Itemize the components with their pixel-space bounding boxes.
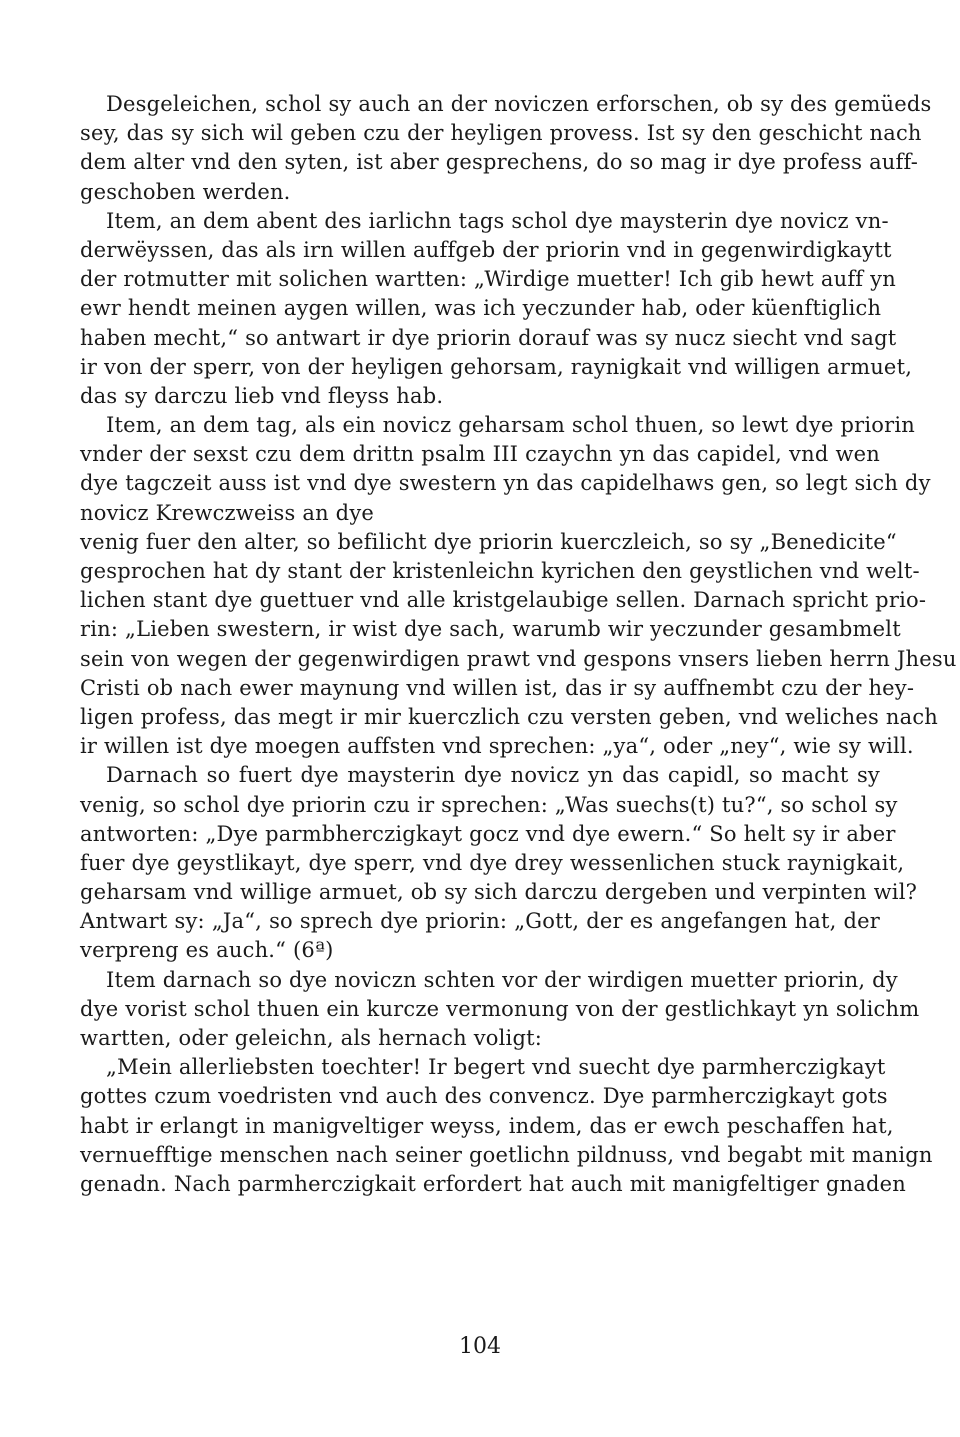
text-line: wartten, oder geleichn, als hernach voligt: [80, 1026, 543, 1050]
text-line: Desgeleichen, schol sy auch an der noviczen erforschen, ob sy des gemüeds [106, 92, 932, 116]
page-body [80, 90, 957, 1199]
text-line: dye vorist schol thuen ein kurcze vermonung von der gestlichkayt yn solichm [80, 996, 920, 1021]
text-line: fuer dye geystlikayt, dye sperr, vnd dye drey wessenlichen stuck raynigkait, [80, 850, 905, 875]
text-line: Antwart sy: „Ja“, so sprech dye priorin: „Gott, der es angefangen hat, der [80, 909, 880, 934]
text-line: dem alter vnd den syten, ist aber gesprechens, do so mag ir dye profess auff- [80, 150, 919, 175]
text-line: antworten: „Dye parmbherczigkayt gocz vnd dye ewern.“ So helt sy ir aber [80, 821, 896, 846]
text-line: „Mein allerliebsten toechter! Ir begert vnd suecht dye parmherczigkayt [106, 1055, 886, 1080]
text-line: sein von wegen der gegenwirdigen prawt vnd gespons vnsers lieben herrn Jhesu [80, 646, 957, 671]
text-line: ewr hendt meinen aygen willen, was ich yeczunder hab, oder küenftiglich [80, 296, 882, 321]
text-line: Item, an dem tag, als ein novicz geharsam schol thuen, so lewt dye priorin [106, 413, 916, 438]
text-line: geschoben werden. [80, 179, 291, 204]
text-line: verpreng es auch.“ (6ª) [80, 938, 334, 963]
text-line: lichen stant dye guettuer vnd alle kristgelaubige sellen. Darnach spricht prio- [80, 588, 927, 613]
text-line: novicz Krewczweiss an dye [80, 500, 375, 525]
text-line: ir von der sperr, von der heyligen gehorsam, raynigkait vnd willigen armuet, [80, 354, 913, 379]
text-line: venig, so schol dye priorin czu ir sprechen: „Was suechs(t) tu?“, so schol sy [80, 792, 898, 817]
text-line: derwëyssen, das als irn willen auffgeb der priorin vnd in gegenwirdigkaytt [80, 237, 892, 262]
text-line: sey, das sy sich wil geben czu der heyligen provess. Ist sy den geschicht nach [80, 121, 922, 146]
text-line: gottes czum voedristen vnd auch des convencz. Dye parmherczigkayt gots [80, 1084, 888, 1109]
text-line: rin: „Lieben swestern, ir wist dye sach, warumb wir yeczunder gesambmelt [80, 617, 901, 642]
text-line: der rotmutter mit solichen wartten: „Wirdige muetter! Ich gib hewt auff yn [80, 267, 896, 292]
text-line: Cristi ob nach ewer maynung vnd willen ist, das ir sy auffnembt czu der hey- [80, 675, 915, 700]
text-line: Darnach so fuert dye maysterin dye novicz yn das capidl, so macht sy [106, 763, 880, 788]
text-line: gesprochen hat dy stant der kristenleichn kyrichen den geystlichen vnd welt- [80, 559, 920, 583]
text-line: vernuefftige menschen nach seiner goetlichn pildnuss, vnd begabt mit manign [80, 1142, 933, 1167]
text-line: vnder der sexst czu dem drittn psalm III czaychn yn das capidel, vnd wen [80, 442, 880, 467]
text-line: das sy darczu lieb vnd fleyss hab. [80, 383, 444, 408]
text-line: ligen profess, das megt ir mir kuerczlich czu versten geben, vnd weliches nach [80, 704, 939, 729]
text-line: ir willen ist dye moegen auffsten vnd sprechen: „ya“, oder „ney“, wie sy will. [80, 734, 914, 759]
text-line: Item, an dem abent des iarlichn tags schol dye maysterin dye novicz vn- [106, 208, 889, 233]
text-line: Item darnach so dye noviczn schten vor der wirdigen muetter priorin, dy [106, 967, 898, 992]
page-number: 104 [459, 1334, 501, 1359]
text-line: dye tagczeit auss ist vnd dye swestern yn das capidelhaws gen, so legt sich dy [80, 471, 931, 496]
text-line: habt ir erlangt in manigveltiger weyss, indem, das er ewch peschaffen hat, [80, 1113, 894, 1138]
text-line: geharsam vnd willige armuet, ob sy sich darczu dergeben und verpinten wil? [80, 880, 918, 905]
text-line: venig fuer den alter, so befilicht dye priorin kuerczleich, so sy „Benedicite“ [80, 529, 897, 554]
text-line: haben mecht,“ so antwart ir dye priorin dorauf was sy nucz siecht vnd sagt [80, 325, 897, 350]
text-line: genadn. Nach parmherczigkait erfordert hat auch mit manigfeltiger gnaden [80, 1171, 906, 1196]
